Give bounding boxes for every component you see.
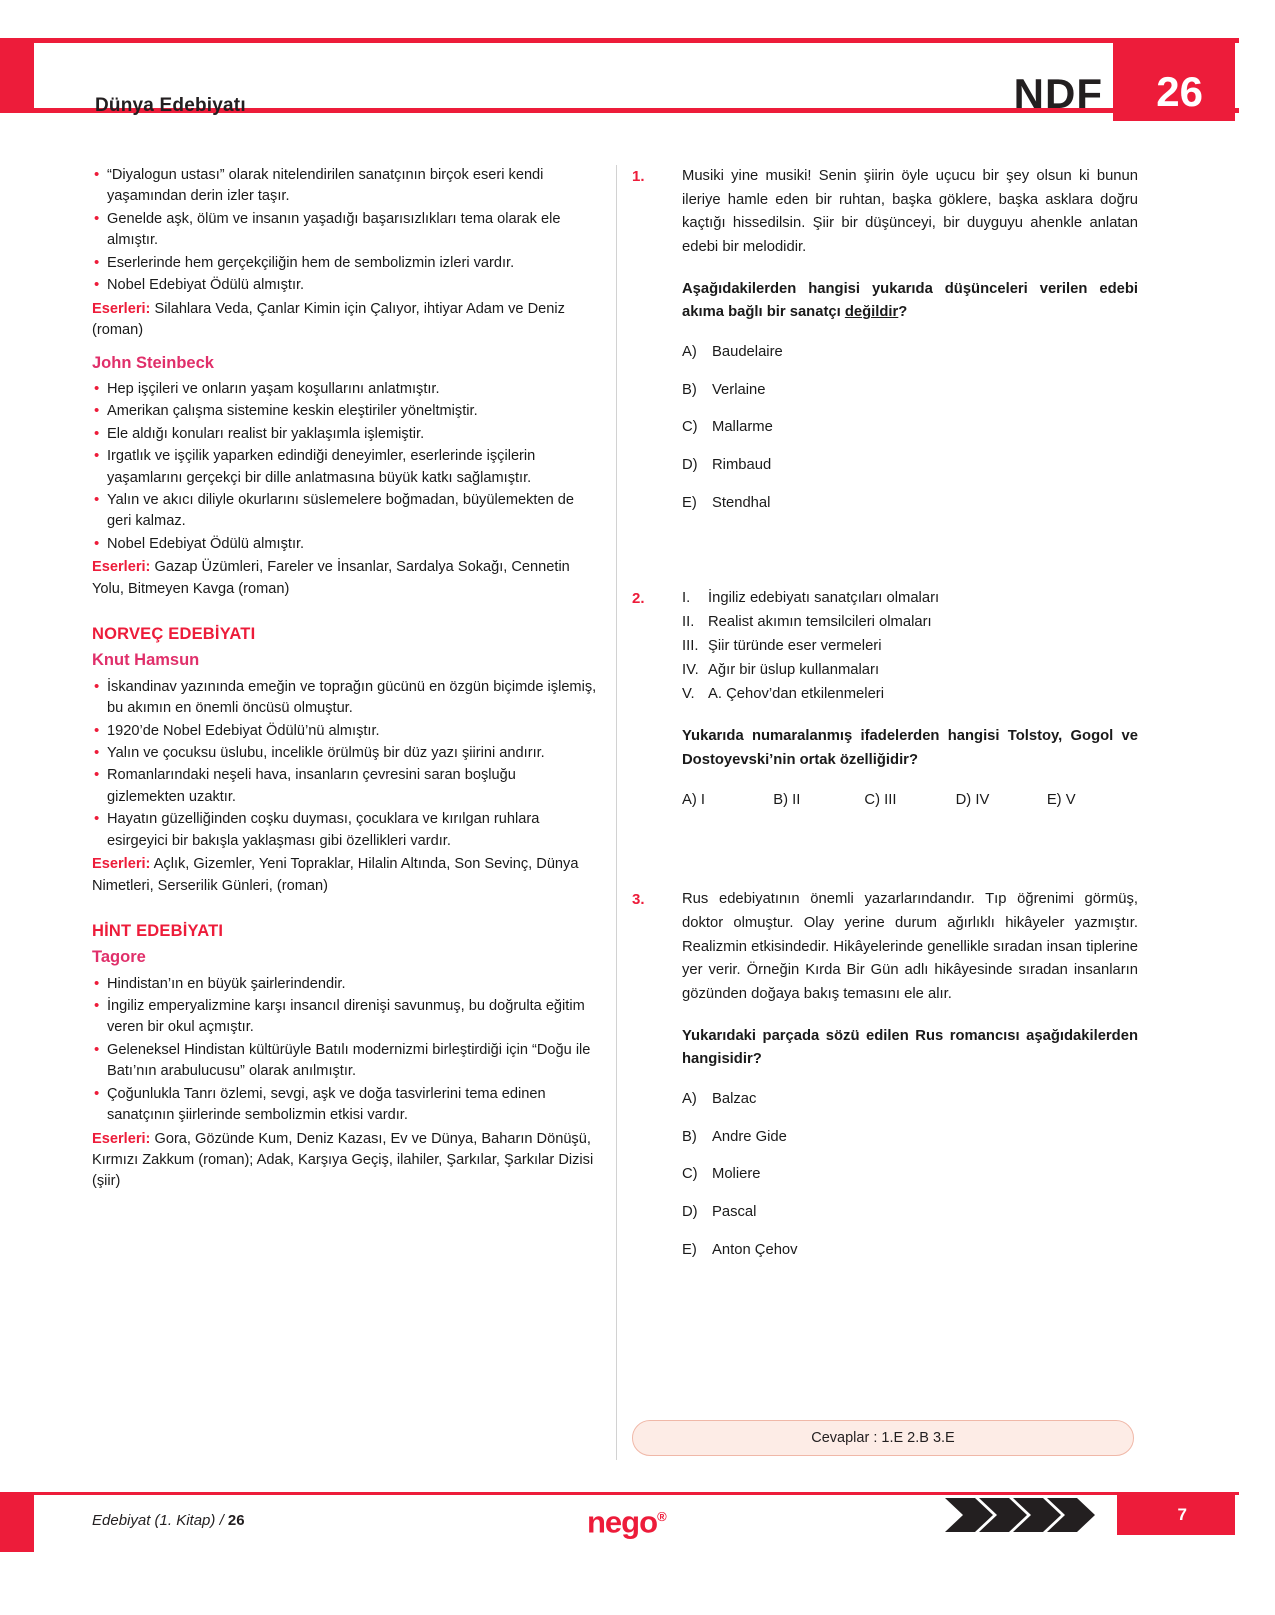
roman-numeral: IV.	[682, 662, 699, 679]
option-c[interactable]: C) III	[864, 791, 897, 808]
list-item	[682, 683, 1138, 707]
answer-key-box	[632, 1420, 1134, 1456]
roman-numeral: V.	[682, 686, 695, 703]
works-text: Açlık, Gizemler, Yeni Topraklar, Hilalin Altında, Son Sevinç, Dünya Nimetleri, Serserilik Günleri, (roman)	[92, 856, 579, 894]
footer-book-title: Edebiyat (1. Kitap) /	[92, 1512, 228, 1529]
option-text: Balzac	[712, 1090, 757, 1107]
hemingway-bullet-list	[92, 165, 597, 297]
option-b[interactable]	[682, 379, 1138, 403]
publisher-logo-text: nego	[587, 1504, 658, 1540]
list-item: • Yalın ve akıcı diliyle okurlarını süslemelere boğmadan, büyülemekten de geri kalmaz.	[92, 490, 597, 533]
option-letter: E)	[682, 494, 697, 511]
question-3-options	[682, 1088, 1138, 1262]
list-item: • İngiliz emperyalizmine karşı insancıl direnişi savunmuş, bu doğrulta eğitim veren bir okul açmıştır.	[92, 996, 597, 1039]
option-e[interactable]	[682, 1239, 1138, 1263]
list-item	[682, 587, 1138, 611]
hemingway-works	[92, 299, 597, 342]
option-c[interactable]	[682, 1163, 1138, 1187]
header-number: 26	[1156, 68, 1203, 115]
page-number: 7	[1177, 1505, 1187, 1524]
question-2	[632, 587, 1138, 812]
list-item: • Nobel Edebiyat Ödülü almıştır.	[92, 275, 597, 296]
hamsun-works	[92, 854, 597, 897]
header-left-accent-block	[0, 38, 34, 113]
author-heading-steinbeck: John Steinbeck	[92, 353, 214, 372]
works-text: Silahlara Veda, Çanlar Kimin için Çalıyor, ihtiyar Adam ve Deniz (roman)	[92, 300, 565, 339]
statement-text: Ağır bir üslup kullanmaları	[708, 662, 880, 679]
option-letter: B)	[682, 381, 697, 398]
list-item: • Nobel Edebiyat Ödülü almıştır.	[92, 534, 597, 555]
statement-text: İngiliz edebiyatı sanatçıları olmaları	[708, 590, 940, 607]
list-item	[682, 611, 1138, 635]
section-heading-norway: NORVEÇ EDEBİYATI	[92, 625, 256, 644]
option-letter: B)	[682, 1128, 697, 1145]
option-text: Mallarme	[712, 419, 773, 436]
list-item: • Ele aldığı konuları realist bir yaklaşımla işlemiştir.	[92, 424, 597, 445]
list-item: • 1920’de Nobel Edebiyat Ödülü’nü almıştır.	[92, 721, 597, 742]
answer-key-text: Cevaplar : 1.E 2.B 3.E	[811, 1430, 955, 1446]
footer-rule	[34, 1492, 1239, 1495]
section-heading-india: HİNT EDEBİYATI	[92, 922, 224, 940]
option-text: Moliere	[712, 1166, 761, 1183]
footer-page-box	[1117, 1495, 1235, 1535]
author-heading-hamsun: Knut Hamsun	[92, 651, 200, 670]
works-label: Eserleri:	[92, 856, 151, 873]
hamsun-bullet-list	[92, 677, 597, 853]
option-d[interactable]	[682, 454, 1138, 478]
list-item	[682, 635, 1138, 659]
works-label: Eserleri:	[92, 559, 151, 576]
list-item: • Geleneksel Hindistan kültürüyle Batılı modernizmi birleştirdiği için “Doğu ile Batı’nın arabulucusu” olarak anılmıştır.	[92, 1040, 597, 1083]
option-a[interactable]	[682, 341, 1138, 365]
footer-book-reference	[92, 1512, 245, 1529]
tagore-bullet-list	[92, 974, 597, 1127]
footer-left-accent-block	[0, 1492, 34, 1552]
option-a[interactable]	[682, 1088, 1138, 1112]
works-label: Eserleri:	[92, 300, 151, 317]
steinbeck-works	[92, 557, 597, 600]
roman-numeral: II.	[682, 614, 695, 631]
tagore-works	[92, 1129, 597, 1193]
list-item: • Hayatın güzelliğinden coşku duyması, çocuklara ve kırılgan ruhlara esirgeyici bir bakışla yaklaşması gibi özellikleri vardır.	[92, 809, 597, 852]
registered-mark-icon: ®	[657, 1509, 666, 1524]
page-title: Dünya Edebiyatı	[95, 95, 246, 116]
option-a[interactable]: A) I	[682, 791, 706, 808]
option-letter: D)	[682, 457, 698, 474]
statement-text: A. Çehov’dan etkilenmeleri	[708, 686, 885, 703]
option-letter: A)	[682, 1090, 697, 1107]
works-label: Eserleri:	[92, 1130, 151, 1147]
prompt-part-2: ?	[898, 304, 908, 321]
author-heading-tagore: Tagore	[92, 948, 146, 967]
question-prompt	[682, 278, 1138, 325]
option-e[interactable]: E) V	[1046, 791, 1076, 808]
question-2-options	[682, 789, 1138, 813]
option-text: Stendhal	[712, 494, 771, 511]
list-item: • “Diyalogun ustası” olarak nitelendirilen sanatçının birçok eseri kendi yaşamından derin izler taşır.	[92, 165, 597, 208]
option-letter: D)	[682, 1203, 698, 1220]
question-number: 2.	[632, 590, 645, 608]
option-text: Andre Gide	[712, 1128, 787, 1145]
footer-book-page: 26	[227, 1512, 245, 1529]
option-letter: E)	[682, 1241, 697, 1258]
prompt-emphasis: değildir	[844, 304, 899, 321]
list-item: • Irgatlık ve işçilik yaparken edindiği deneyimler, eserlerinde işçilerin yaşamlarını gerçekçi bir dille anlatmasına büyük katkı sağlamıştır.	[92, 446, 597, 489]
publisher-logo	[587, 1500, 687, 1540]
list-item: • Amerikan çalışma sistemine keskin eleştiriler yöneltmiştir.	[92, 401, 597, 422]
prompt-part-1: Aşağıdakilerden hangisi yukarıda düşünceleri verilen edebi akıma bağlı bir sanatçı	[682, 280, 1138, 321]
right-questions-column	[632, 165, 1138, 1292]
list-item: • Hep işçileri ve onların yaşam koşullarını anlatmıştır.	[92, 379, 597, 400]
option-text: Baudelaire	[712, 344, 783, 361]
column-divider	[616, 165, 617, 1460]
question-1	[632, 165, 1138, 515]
question-prompt: Yukarıdaki parçada sözü edilen Rus romancısı aşağıdakilerden hangisidir?	[682, 1027, 1138, 1068]
roman-numeral: III.	[682, 638, 699, 655]
option-c[interactable]	[682, 416, 1138, 440]
left-content-column	[92, 165, 597, 1195]
list-item: • Eserlerinde hem gerçekçiliğin hem de sembolizmin izleri vardır.	[92, 253, 597, 274]
question-prompt: Yukarıda numaralanmış ifadelerden hangisi Tolstoy, Gogol ve Dostoyevski’nin ortak özelliğidir?	[682, 728, 1138, 768]
question-passage: Musiki yine musiki! Senin şiirin öyle uçucu bir şey olsun ki bunun ileriye hamle eden bir ruhtan, başka göklere, başka asklara doğru kaçtığı hissedilsin. Şiir bir düşünceyi, bir duyguyu ahenkle anlatan edebi bir melodidir.	[682, 168, 1138, 256]
header-code: NDF	[1013, 70, 1103, 117]
list-item: • İskandinav yazınında emeğin ve toprağın gücünü en özgün biçimde işlemiş, bu akımın en önemli öncüsü olmuştur.	[92, 677, 597, 720]
option-letter: A)	[682, 344, 697, 361]
list-item: • Yalın ve çocuksu üslubu, incelikle örülmüş bir düz yazı şiirini andırır.	[92, 743, 597, 764]
works-text: Gazap Üzümleri, Fareler ve İnsanlar, Sardalya Sokağı, Cennetin Yolu, Bitmeyen Kavga (roman)	[92, 559, 570, 597]
list-item: • Genelde aşk, ölüm ve insanın yaşadığı başarısızlıkları tema olarak ele almıştır.	[92, 209, 597, 252]
option-text: Pascal	[712, 1203, 757, 1220]
list-item: • Çoğunlukla Tanrı özlemi, sevgi, aşk ve doğa tasvirlerini tema edinen sanatçının şiirlerinde sembolizmin etkisi vardır.	[92, 1084, 597, 1127]
option-d[interactable]: D) IV	[955, 791, 990, 808]
statement-text: Realist akımın temsilcileri olmaları	[708, 614, 932, 631]
works-text: Gora, Gözünde Kum, Deniz Kazası, Ev ve Dünya, Baharın Dönüşü, Kırmızı Zakkum (roman); Adak, Karşıya Geçiş, ilahiler, Şarkılar, Şarkılar Dizisi (şiir)	[92, 1130, 594, 1190]
statement-text: Şiir türünde eser vermeleri	[708, 638, 882, 655]
question-number: 3.	[632, 891, 645, 909]
steinbeck-bullet-list	[92, 379, 597, 556]
option-e[interactable]	[682, 492, 1138, 516]
question-passage: Rus edebiyatının önemli yazarlarındandır. Tıp öğrenimi görmüş, doktor olmuştur. Olay yerine durum ağırlıklı hikâyeler yazmıştır. Realizmin etkisindedir. Hikâyelerinde genellikle sıradan insan tiplerine yer verir. Örneğin Kırda Bir Gün adlı hikâyesinde sıradan insanların gözünden doğaya bakış temasını ele alır.	[682, 891, 1138, 1002]
question-number: 1.	[632, 168, 645, 185]
question-2-statements	[682, 587, 1138, 707]
footer-arrow-decoration-icon	[945, 1498, 1095, 1532]
option-b[interactable]: B) II	[773, 791, 801, 808]
option-text: Verlaine	[712, 381, 766, 398]
list-item	[682, 659, 1138, 683]
question-3	[632, 888, 1138, 1262]
question-1-options	[682, 341, 1138, 515]
option-letter: C)	[682, 419, 698, 436]
option-d[interactable]	[682, 1201, 1138, 1225]
header-top-rule	[34, 38, 1239, 43]
option-text: Anton Çehov	[712, 1241, 798, 1258]
option-letter: C)	[682, 1166, 698, 1183]
list-item: • Romanlarındaki neşeli hava, insanların çevresini saran boşluğu gizlemekten uzaktır.	[92, 765, 597, 808]
page-header	[0, 0, 1275, 148]
roman-numeral: I.	[682, 590, 691, 607]
option-text: Rimbaud	[712, 457, 772, 474]
option-b[interactable]	[682, 1126, 1138, 1150]
list-item: • Hindistan’ın en büyük şairlerindendir.	[92, 974, 597, 995]
